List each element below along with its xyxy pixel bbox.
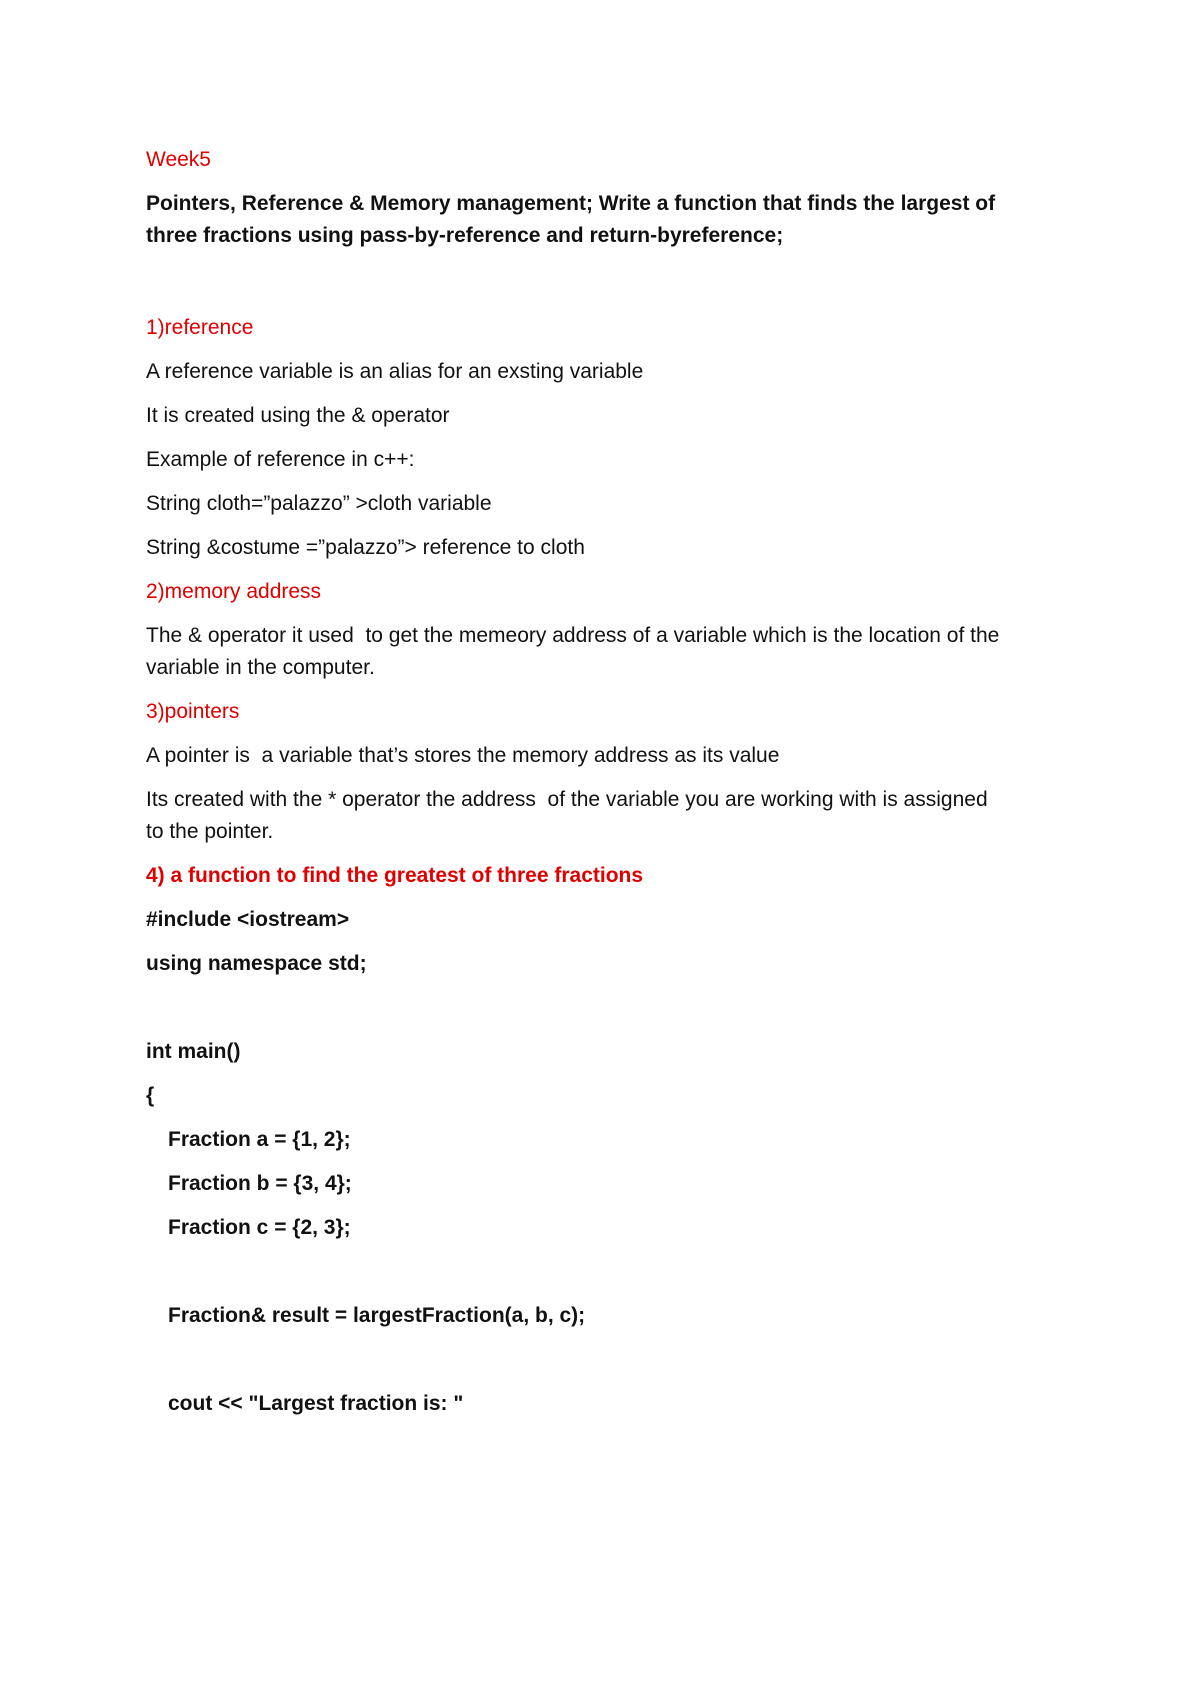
section-heading-pointers: 3)pointers (146, 700, 240, 723)
pointers-line-2: Its created with the * operator the address of the variable you are working with is assigned (146, 788, 988, 811)
reference-line: Example of reference in c++: (146, 448, 415, 471)
document-content (146, 144, 1076, 1420)
intro-line-2: three fractions using pass-by-reference and return-byreference; (146, 224, 784, 247)
code-line: Fraction a = {1, 2}; (168, 1128, 351, 1151)
pointers-line-1: A pointer is a variable that’s stores the memory address as its value (146, 744, 780, 767)
code-line: { (146, 1084, 155, 1107)
reference-line: String &costume =”palazzo”> reference to cloth (146, 536, 585, 559)
reference-line: It is created using the & operator (146, 404, 450, 427)
doc-title: Week5 (146, 148, 211, 171)
pointers-line-3: to the pointer. (146, 820, 274, 843)
code-line: Fraction b = {3, 4}; (168, 1172, 352, 1195)
memory-line-1: The & operator it used to get the memeory address of a variable which is the location of the (146, 624, 1000, 647)
memory-line-2: variable in the computer. (146, 656, 375, 679)
section-heading-reference: 1)reference (146, 316, 254, 339)
reference-line: A reference variable is an alias for an exsting variable (146, 360, 644, 383)
reference-line: String cloth=”palazzo” >cloth variable (146, 492, 492, 515)
code-line: #include <iostream> (146, 908, 350, 931)
code-line: Fraction& result = largestFraction(a, b, c); (168, 1304, 586, 1327)
code-line: cout << "Largest fraction is: " (168, 1392, 464, 1415)
code-line: using namespace std; (146, 952, 367, 975)
code-line: int main() (146, 1040, 241, 1063)
code-line: Fraction c = {2, 3}; (168, 1216, 351, 1239)
intro-line-1: Pointers, Reference & Memory management; Write a function that finds the largest of (146, 192, 996, 215)
section-heading-function: 4) a function to find the greatest of three fractions (146, 864, 644, 887)
section-heading-memory: 2)memory address (146, 580, 322, 603)
